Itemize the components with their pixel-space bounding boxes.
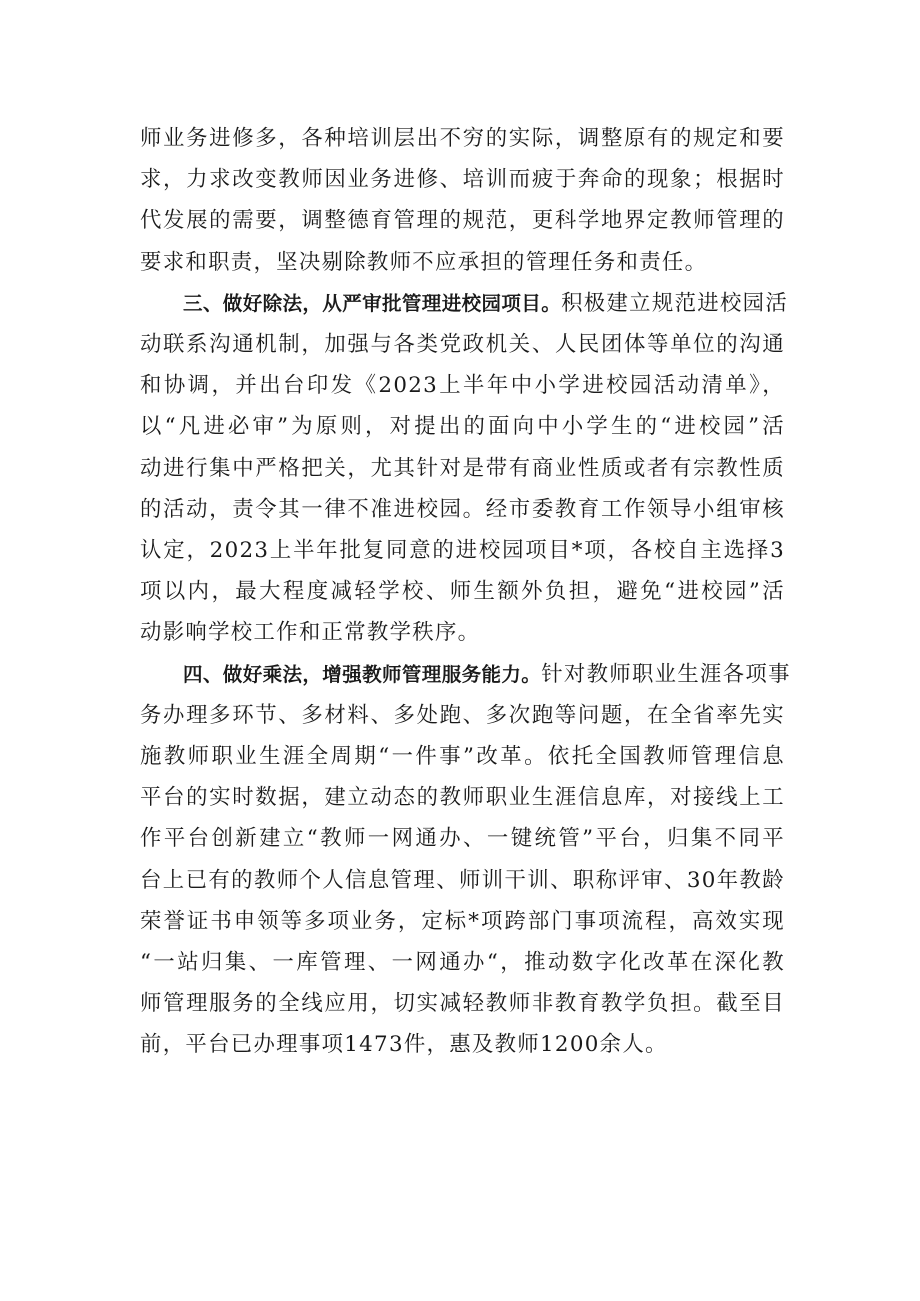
text-line: 师业务进修多，各种培训层出不穷的实际，调整原有的规定和要 xyxy=(140,126,785,151)
text-line: 动联系沟通机制，加强与各类党政机关、人民团体等单位的沟通 xyxy=(140,332,785,358)
text-line: 作平台创新建立“教师一网通办、一键统管”平台，归集不同平 xyxy=(140,826,785,852)
text-line: 动影响学校工作和正常教学秩序。 xyxy=(140,620,481,646)
paragraph-multiplication xyxy=(140,654,791,1066)
text-line: 务办理多环节、多材料、多处跑、多次跑等问题，在全省率先实 xyxy=(140,702,785,728)
text-line: 师管理服务的全线应用，切实减轻教师非教育教学负担。截至目 xyxy=(140,991,785,1017)
paragraph-subtraction xyxy=(140,283,789,654)
text-line: 和协调，并出台印发《2023上半年中小学进校园活动清单》， xyxy=(140,373,785,399)
text-line: 项以内，最大程度减轻学校、师生额外负担，避免“进校园”活 xyxy=(140,579,785,605)
text-line xyxy=(140,283,789,324)
text-line: 认定，2023上半年批复同意的进校园项目*项，各校自主选择3 xyxy=(140,538,785,564)
heading-line-rest: 积极建立规范进校园活 xyxy=(561,290,789,316)
text-line: 平台的实时数据，建立动态的教师职业生涯信息库，对接线上工 xyxy=(140,785,785,811)
text-line: 前，平台已办理事项1473件，惠及教师1200余人。 xyxy=(140,1032,668,1058)
section-heading-multiplication: 四、做好乘法，增强教师管理服务能力。 xyxy=(183,662,542,686)
text-line: 施教师职业生涯全周期“一件事”改革。依托全国教师管理信息 xyxy=(140,744,785,770)
text-line: 求，力求改变教师因业务进修、培训而疲于奔命的现象；根据时 xyxy=(140,167,785,193)
text-line: 台上已有的教师个人信息管理、师训干训、职称评审、30年教龄 xyxy=(140,867,785,893)
paragraph-continuation xyxy=(140,118,785,283)
text-line: 的活动，责令其一律不准进校园。经市委教育工作领导小组审核 xyxy=(140,496,785,522)
text-line: 荣誉证书申领等多项业务，定标*项跨部门事项流程，高效实现 xyxy=(140,908,785,934)
text-line: 动进行集中严格把关，尤其针对是带有商业性质或者有宗教性质 xyxy=(140,455,785,481)
text-line: 以“凡进必审”为原则，对提出的面向中小学生的“进校园”活 xyxy=(140,414,785,440)
section-heading-subtraction: 三、做好除法，从严审批管理进校园项目。 xyxy=(183,291,562,315)
text-line: 要求和职责，坚决剔除教师不应承担的管理任务和责任。 xyxy=(140,249,708,275)
document-page xyxy=(140,118,791,1066)
text-line: 代发展的需要，调整德育管理的规范，更科学地界定教师管理的 xyxy=(140,208,785,234)
text-line: “一站归集、一库管理、一网通办“，推动数字化改革在深化教 xyxy=(140,950,785,976)
text-line xyxy=(140,654,791,695)
heading-line-rest: 针对教师职业生涯各项事 xyxy=(541,661,791,687)
